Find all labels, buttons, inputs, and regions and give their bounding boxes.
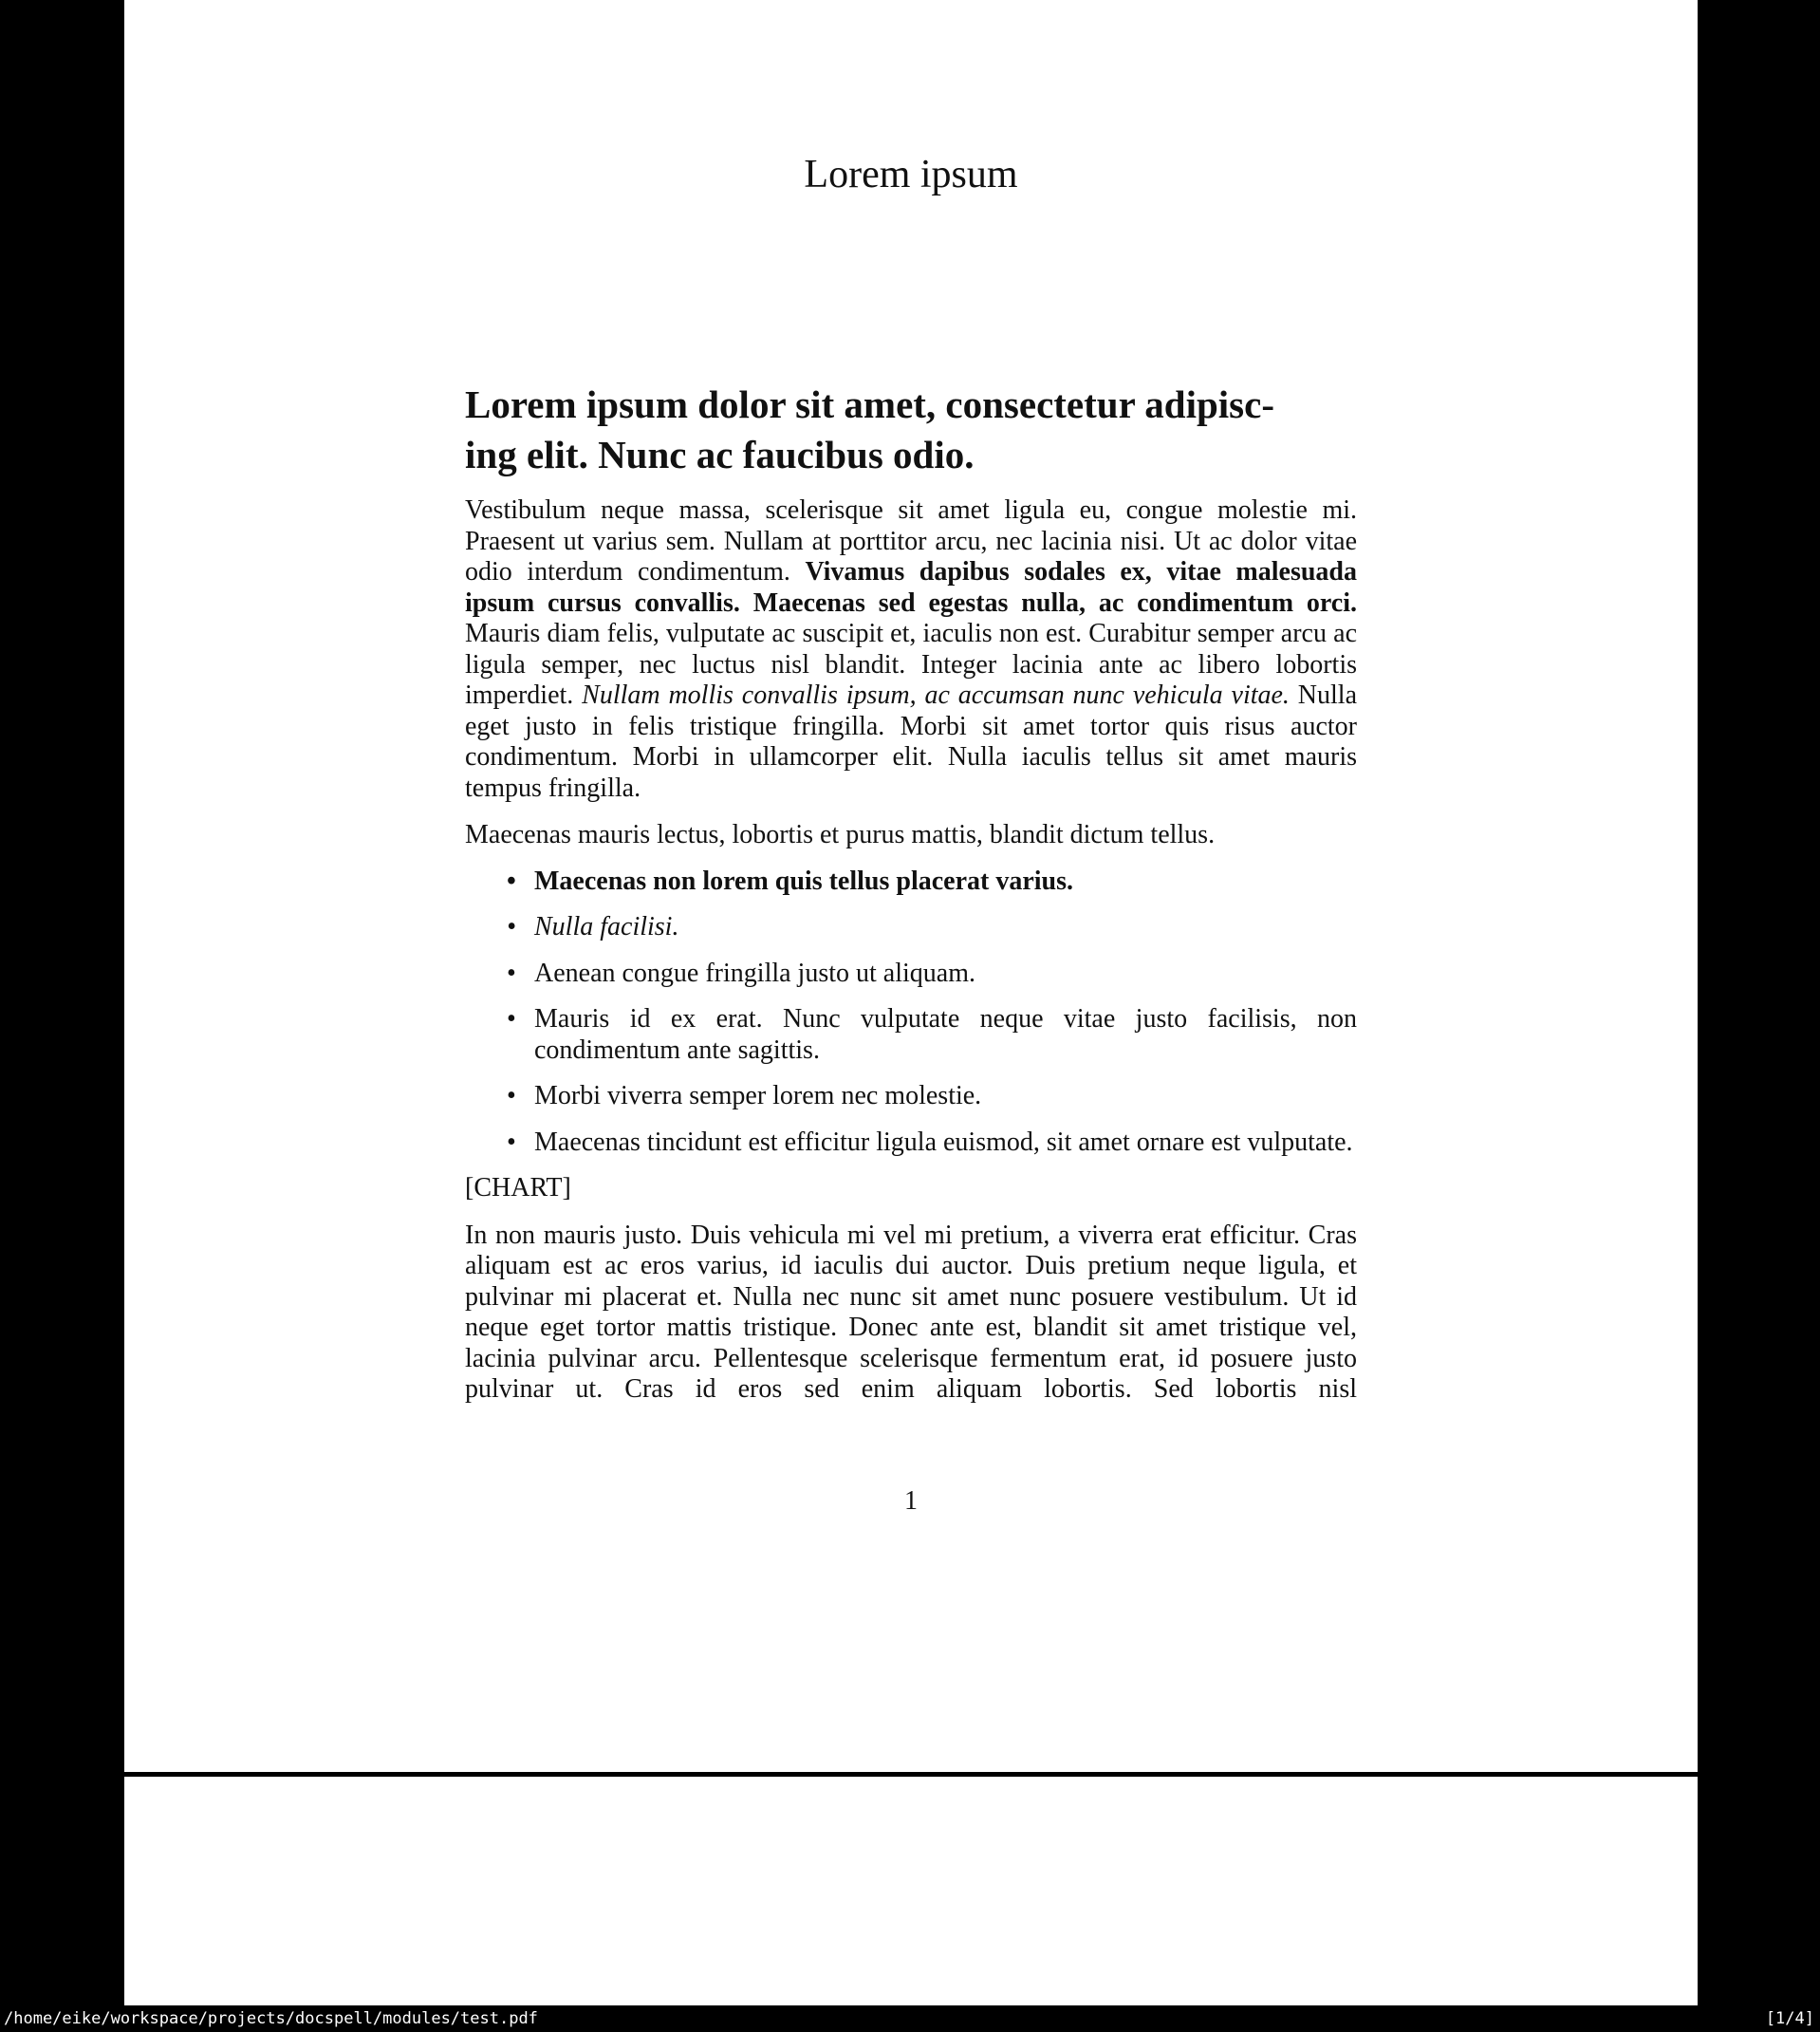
bullet-icon: • [507, 866, 516, 896]
paragraph-1-run-bold: Vivamus dapibus sodales ex, vitae malesuada ipsum cursus convallis. Maecenas sed egestas nulla, ac condimentum orci. [465, 557, 1357, 618]
list-item-text: Maecenas tincidunt est efficitur ligula euismod, sit amet ornare est vulputate. [534, 1127, 1353, 1157]
bullet-icon: • [507, 1081, 516, 1110]
list-item [465, 1004, 1357, 1066]
paragraph-2-text: Maecenas mauris lectus, lobortis et purus mattis, blandit dictum tellus. [465, 820, 1216, 849]
list-item [465, 1081, 1357, 1112]
paragraph-1-run-normal: Nulla eget justo in felis tristique fringilla. Morbi sit amet tortor quis risus auctor condimentum. Morbi in ullamcorper elit. Nulla iaculis tellus sit amet mauris tempus fringilla. [465, 680, 1357, 803]
statusbar-file-path: /home/eike/workspace/projects/docspell/modules/test.pdf [4, 2009, 538, 2028]
list-item [465, 1128, 1357, 1159]
bullet-icon: • [507, 912, 516, 941]
pdf-page-2[interactable] [124, 1777, 1698, 2005]
pdf-page-1[interactable] [124, 0, 1698, 1772]
list-item-text: Maecenas non lorem quis tellus placerat varius. [534, 866, 1074, 896]
list-item-text: Nulla facilisi. [534, 912, 679, 941]
bullet-list [465, 867, 1357, 1159]
bullet-icon: • [507, 1004, 516, 1034]
chart-placeholder: [CHART] [465, 1173, 571, 1202]
page-number: 1 [904, 1485, 918, 1516]
list-item [465, 867, 1357, 898]
list-item-text: Mauris id ex erat. Nunc vulputate neque vitae justo facilisis, non condimentum ante sagittis. [534, 1004, 1357, 1065]
page-content [465, 0, 1357, 1517]
statusbar-page-indicator: [1/4] [1765, 2009, 1814, 2028]
section-heading [465, 380, 1357, 480]
list-item-text: Aenean congue fringilla justo ut aliquam. [534, 958, 975, 988]
paragraph-1-run-normal: Mauris diam felis, vulputate ac suscipit et, iaculis non est. Curabitur semper arcu ac ligula semper, nec luctus nisl blandit. Integer lacinia ante ac libero lobortis imperdiet. [465, 619, 1357, 710]
section-heading-line1: Lorem ipsum dolor sit amet, consectetur adipisc- [465, 382, 1274, 426]
paragraph-3-text: In non mauris justo. Duis vehicula mi vel mi pretium, a viverra erat efficitur. Cras aliquam est ac eros varius, id iaculis dui auctor. Duis pretium neque ligula, et pulvinar mi placerat et. Nulla nec nunc sit amet nunc posuere vestibulum. Ut id neque eget tortor mattis tristique. Donec ante est, blandit sit amet tristique vel, lacinia pulvinar arcu. Pellentesque scelerisque fermentum erat, id posuere justo pulvinar ut. Cras id eros sed enim aliquam lobortis. Sed lobortis nisl [465, 1220, 1357, 1404]
bullet-icon: • [507, 1127, 516, 1157]
paragraph-1 [465, 495, 1357, 804]
list-item [465, 959, 1357, 990]
section-heading-line2: ing elit. Nunc ac faucibus odio. [465, 433, 975, 476]
list-item-text: Morbi viverra semper lorem nec molestie. [534, 1081, 982, 1110]
paragraph-1-run-italic: Nullam mollis convallis ipsum, ac accumsan nunc vehicula vitae. [582, 680, 1290, 710]
paragraph-2 [465, 820, 1357, 851]
bullet-icon: • [507, 958, 516, 988]
list-item [465, 912, 1357, 943]
document-title: Lorem ipsum [804, 153, 1018, 196]
paragraph-3 [465, 1221, 1357, 1406]
statusbar [0, 2005, 1820, 2032]
paragraph-1-run-normal: Vestibulum neque massa, scelerisque sit amet ligula eu, congue molestie mi. Praesent ut varius sem. Nullam at porttitor arcu, nec lacinia nisi. Ut ac dolor vitae odio interdum condimentum. [465, 495, 1357, 587]
